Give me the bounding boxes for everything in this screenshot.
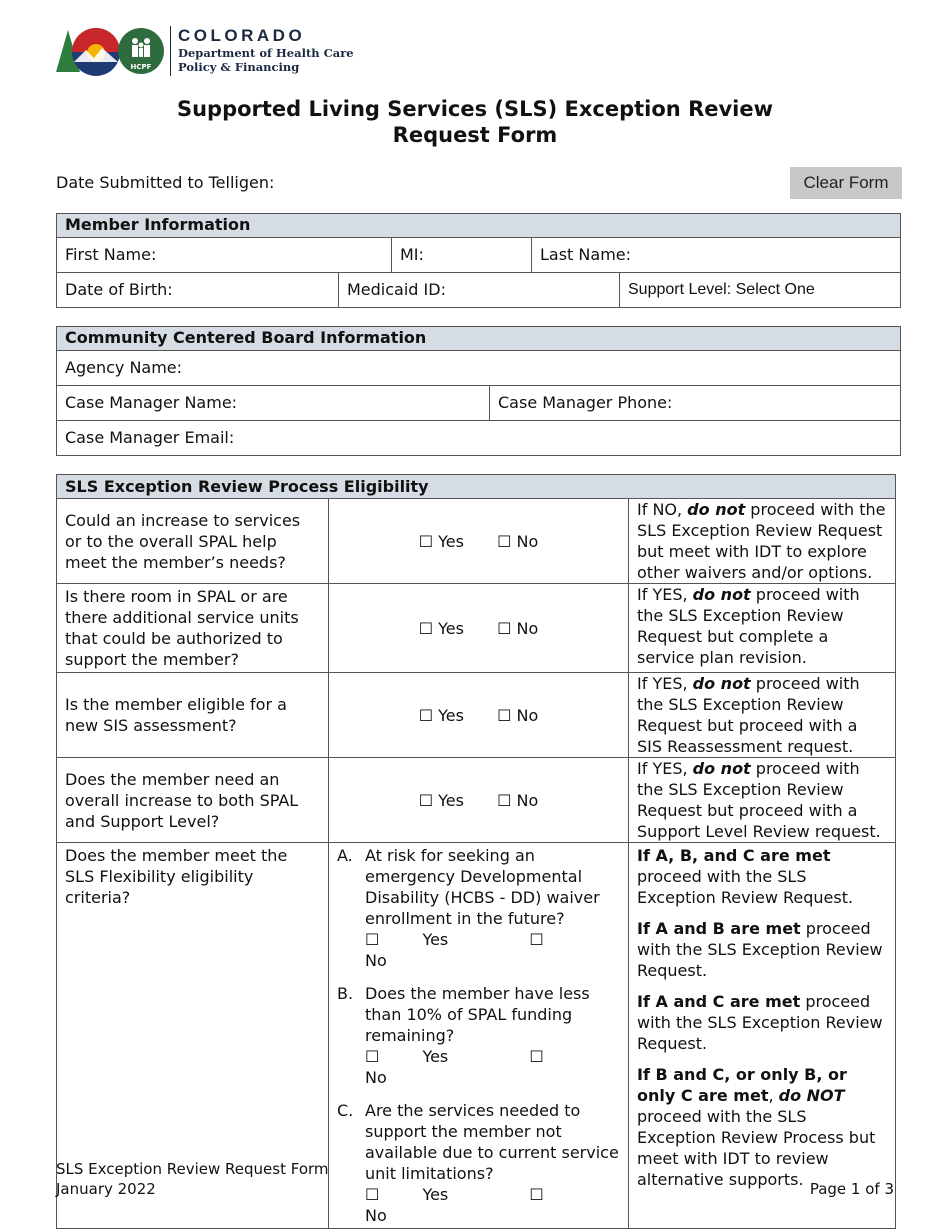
no-checkbox[interactable]: ☐ No: [497, 790, 539, 810]
logo-subtitle-1: Department of Health Care: [178, 46, 354, 60]
yes-checkbox[interactable]: ☐ Yes: [418, 531, 464, 551]
ccb-information-header: Community Centered Board Information: [57, 327, 900, 351]
title-line-1: Supported Living Services (SLS) Exception Review: [176, 97, 774, 121]
eligibility-question: Could an increase to services or to the overall SPAL help meet the member’s needs?: [57, 499, 329, 584]
flexibility-question: Does the member meet the SLS Flexibility eligibility criteria?: [57, 843, 329, 1229]
yes-no-choice: [329, 673, 629, 758]
member-details-row: [57, 273, 900, 307]
support-level-select[interactable]: Support Level: Select One: [628, 281, 815, 298]
eligibility-note: If YES, do not proceed with the SLS Exception Review Request but complete a service plan revision.: [629, 584, 896, 673]
criteria-bc: If B and C, or only B, or only C are met, do NOT proceed with the SLS Exception Review Process but meet with IDT to review alternative supports.: [637, 1065, 876, 1189]
footer-form-name: SLS Exception Review Request Form: [56, 1160, 329, 1178]
yes-checkbox[interactable]: ☐ Yes: [365, 930, 449, 949]
eligibility-table: [56, 474, 896, 1229]
eligibility-header: SLS Exception Review Process Eligibility: [57, 475, 896, 499]
ccb-information-section: [56, 326, 901, 456]
colorado-logo-icon: [56, 26, 168, 78]
flexibility-options: [329, 843, 629, 1229]
date-submitted-label[interactable]: Date Submitted to Telligen:: [56, 173, 275, 192]
title-line-2: Request Form: [392, 123, 558, 147]
eligibility-question: Is there room in SPAL or are there additional service units that could be authorized to support the member?: [57, 584, 329, 673]
eligibility-row: [57, 499, 896, 584]
logo-text: [178, 26, 354, 74]
criteria-ab: If A and B are met proceed with the SLS Exception Review Request.: [637, 919, 883, 980]
first-name-field[interactable]: First Name:: [57, 238, 392, 272]
no-checkbox[interactable]: ☐ No: [365, 1185, 544, 1225]
agency-name-field[interactable]: Agency Name:: [65, 358, 183, 377]
case-manager-phone-field[interactable]: Case Manager Phone:: [498, 393, 673, 412]
yes-no-choice: [329, 758, 629, 843]
eligibility-note: If YES, do not proceed with the SLS Exception Review Request but proceed with a SIS Reassessment request.: [629, 673, 896, 758]
no-checkbox[interactable]: ☐ No: [497, 705, 539, 725]
flexibility-criteria: [629, 843, 896, 1229]
medicaid-id-field[interactable]: Medicaid ID:: [339, 273, 620, 307]
yes-checkbox[interactable]: ☐ Yes: [365, 1047, 449, 1066]
criteria-ac: If A and C are met proceed with the SLS Exception Review Request.: [637, 992, 883, 1053]
yes-no-choice: [329, 499, 629, 584]
page-title: [0, 96, 950, 148]
yes-no-choice: [329, 584, 629, 673]
eligibility-note: If NO, do not proceed with the SLS Exception Review Request but meet with IDT to explore other waivers and/or options.: [629, 499, 896, 584]
hcpf-badge-text: HCPF: [130, 63, 152, 71]
no-checkbox[interactable]: ☐ No: [365, 930, 544, 970]
footer-date: January 2022: [56, 1180, 156, 1198]
yes-checkbox[interactable]: ☐ Yes: [418, 618, 464, 638]
member-information-section: [56, 213, 901, 308]
option-c: C. Are the services needed to support the member not available due to current service unit limitations? ☐ Yes ☐ No: [337, 1101, 619, 1225]
eligibility-question: Does the member need an overall increase to both SPAL and Support Level?: [57, 758, 329, 843]
agency-row: [57, 351, 900, 386]
case-manager-name-field[interactable]: Case Manager Name:: [57, 386, 490, 420]
eligibility-question: Is the member eligible for a new SIS assessment?: [57, 673, 329, 758]
logo-title: COLORADO: [178, 26, 306, 45]
hcpf-logo: [56, 26, 356, 80]
criteria-abc: If A, B, and C are met proceed with the SLS Exception Review Request.: [637, 846, 854, 907]
mi-field[interactable]: MI:: [392, 238, 532, 272]
no-checkbox[interactable]: ☐ No: [497, 618, 539, 638]
eligibility-row: [57, 673, 896, 758]
eligibility-row: [57, 758, 896, 843]
footer-left: [56, 1159, 329, 1199]
case-manager-row: [57, 386, 900, 421]
yes-checkbox[interactable]: ☐ Yes: [418, 705, 464, 725]
case-manager-email-row: [57, 421, 900, 455]
clear-form-button[interactable]: Clear Form: [790, 167, 902, 199]
date-of-birth-field[interactable]: Date of Birth:: [57, 273, 339, 307]
yes-checkbox[interactable]: ☐ Yes: [418, 790, 464, 810]
no-checkbox[interactable]: ☐ No: [497, 531, 539, 551]
member-information-header: Member Information: [57, 214, 900, 238]
option-b: B. Does the member have less than 10% of SPAL funding remaining? ☐ Yes ☐ No: [337, 984, 590, 1087]
logo-subtitle-2: Policy & Financing: [178, 60, 300, 74]
eligibility-row: [57, 584, 896, 673]
yes-checkbox[interactable]: ☐ Yes: [365, 1185, 449, 1204]
logo-divider: [170, 26, 171, 76]
member-name-row: [57, 238, 900, 273]
case-manager-email-field[interactable]: Case Manager Email:: [65, 428, 235, 447]
last-name-field[interactable]: Last Name:: [540, 245, 632, 264]
page-number: Page 1 of 3: [809, 1180, 894, 1198]
eligibility-note: If YES, do not proceed with the SLS Exception Review Request but proceed with a Support Level Review request.: [629, 758, 896, 843]
no-checkbox[interactable]: ☐ No: [365, 1047, 544, 1087]
option-a: A. At risk for seeking an emergency Developmental Disability (HCBS - DD) waiver enrollment in the future? ☐ Yes ☐ No: [337, 846, 600, 970]
